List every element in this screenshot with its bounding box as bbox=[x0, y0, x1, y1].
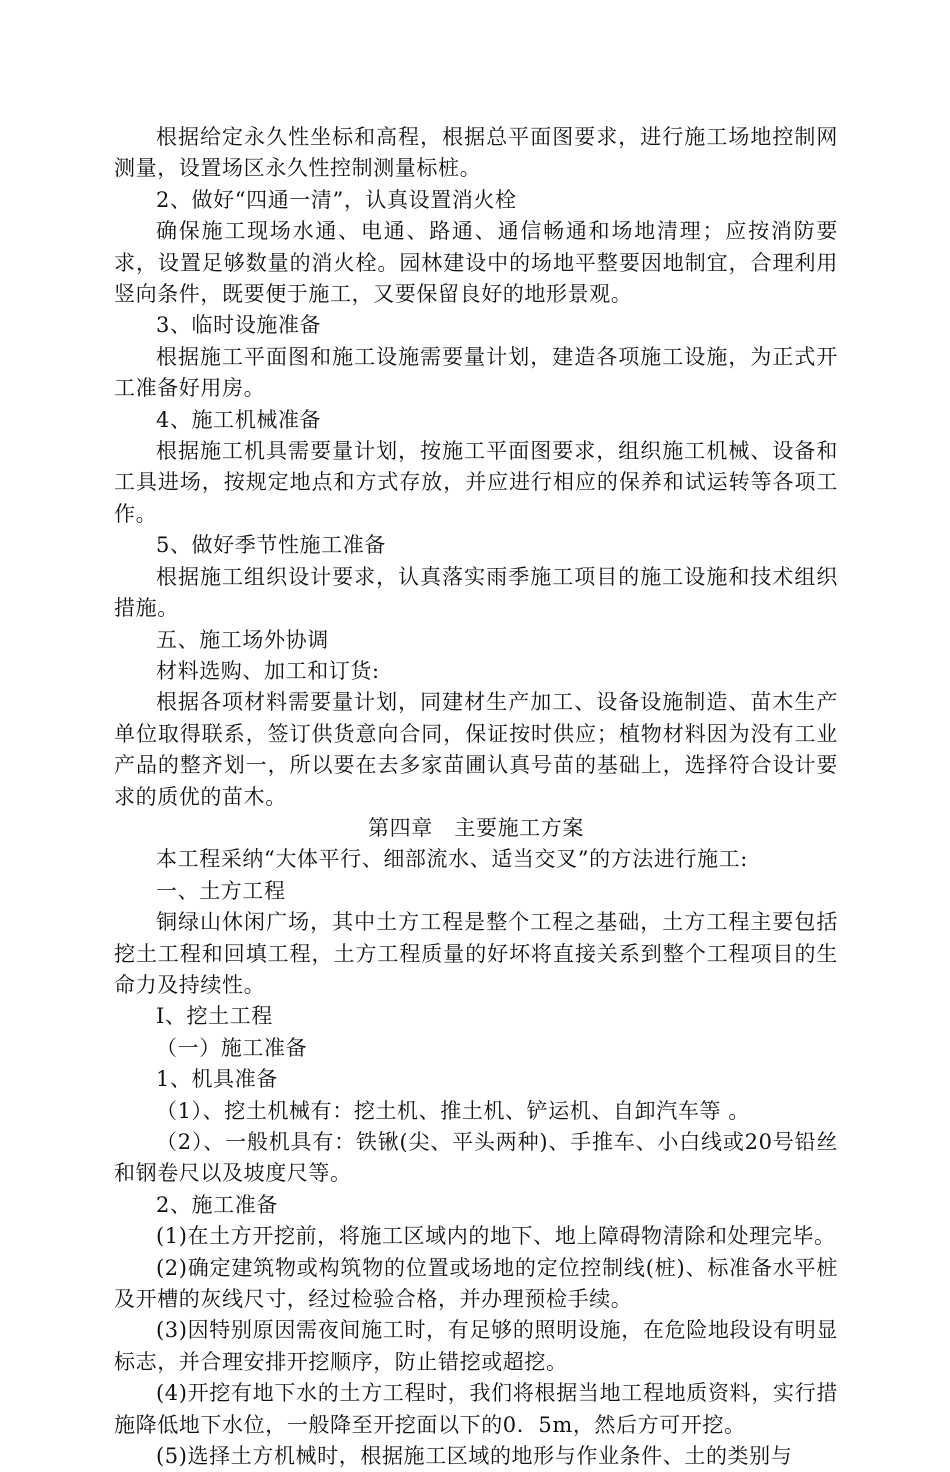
paragraph: (2)确定建筑物或构筑物的位置或场地的定位控制线(桩)、标准备水平桩及开槽的灰线尺寸，经过检验合格，并办理预检手续。 bbox=[114, 1255, 838, 1312]
paragraph: 五、施工场外协调 bbox=[156, 627, 329, 652]
paragraph: 本工程采纳“大体平行、细部流水、适当交叉”的方法进行施工: bbox=[156, 847, 748, 872]
paragraph: 根据给定永久性坐标和高程，根据总平面图要求，进行施工场地控制网测量，设置场区永久性控制测量标桩。 bbox=[114, 125, 838, 181]
paragraph: 确保施工现场水通、电通、路通、通信畅通和场地清理；应按消防要求，设置足够数量的消火栓。园林建设中的场地平整要因地制宜，合理利用竖向条件，既要便于施工，又要保留良好的地形景观。 bbox=[114, 219, 838, 307]
paragraph: 5、做好季节性施工准备 bbox=[156, 533, 386, 558]
paragraph: （一）施工准备 bbox=[156, 1035, 308, 1060]
paragraph: 铜绿山休闲广场，其中土方工程是整个工程之基础，土方工程主要包括挖土工程和回填工程，土方工程质量的好坏将直接关系到整个工程项目的生命力及持续性。 bbox=[114, 910, 838, 997]
paragraph: Ⅰ、挖土工程 bbox=[156, 1004, 273, 1029]
paragraph: 2、施工准备 bbox=[156, 1192, 278, 1217]
paragraph: 3、临时设施准备 bbox=[156, 313, 322, 338]
paragraph: 材料选购、加工和订货: bbox=[156, 658, 380, 683]
paragraph: 1、机具准备 bbox=[156, 1067, 278, 1092]
paragraph: 根据施工组织设计要求，认真落实雨季施工项目的施工设施和技术组织措施。 bbox=[114, 564, 838, 621]
paragraph: 根据施工机具需要量计划，按施工平面图要求，组织施工机械、设备和工具进场，按规定地点和方式存放，并应进行相应的保养和试运转等各项工作。 bbox=[114, 439, 838, 526]
paragraph: 根据施工平面图和施工设施需要量计划，建造各项施工设施，为正式开工准备好用房。 bbox=[114, 344, 838, 401]
paragraph: （2）、一般机具有：铁锹(尖、平头两种)、手推车、小白线或20号铅丝和钢卷尺以及坡度尺等。 bbox=[114, 1130, 838, 1186]
paragraph: (5)选择土方机械时，根据施工区域的地形与作业条件、土的类别与 bbox=[156, 1444, 793, 1469]
paragraph: (1)在土方开挖前，将施工区域内的地下、地上障碍物清除和处理完毕。 bbox=[156, 1224, 836, 1249]
paragraph: 根据各项材料需要量计划，同建材生产加工、设备设施制造、苗木生产单位取得联系，签订供货意向合同，保证按时供应；植物材料因为没有工业产品的整齐划一，所以要在去多家苗圃认真号苗的基础上，选择符合设计要求的质优的苗木。 bbox=[114, 690, 838, 809]
paragraph: 一、土方工程 bbox=[156, 878, 286, 903]
paragraph: (3)因特别原因需夜间施工时，有足够的照明设施，在危险地段设有明显标志，并合理安排开挖顺序，防止错挖或超挖。 bbox=[114, 1318, 838, 1374]
paragraph: 2、做好“四通一清”，认真设置消火栓 bbox=[156, 187, 517, 212]
paragraph: 4、施工机械准备 bbox=[156, 407, 322, 432]
chapter-heading: 第四章 主要施工方案 bbox=[368, 815, 584, 840]
paragraph: (4)开挖有地下水的土方工程时，我们将根据当地工程地质资料，实行措施降低地下水位，一般降至开挖面以下的0．5m，然后方可开挖。 bbox=[114, 1381, 838, 1437]
paragraph: （1）、挖土机械有：挖土机、推土机、铲运机、自卸汽车等 。 bbox=[156, 1098, 750, 1123]
